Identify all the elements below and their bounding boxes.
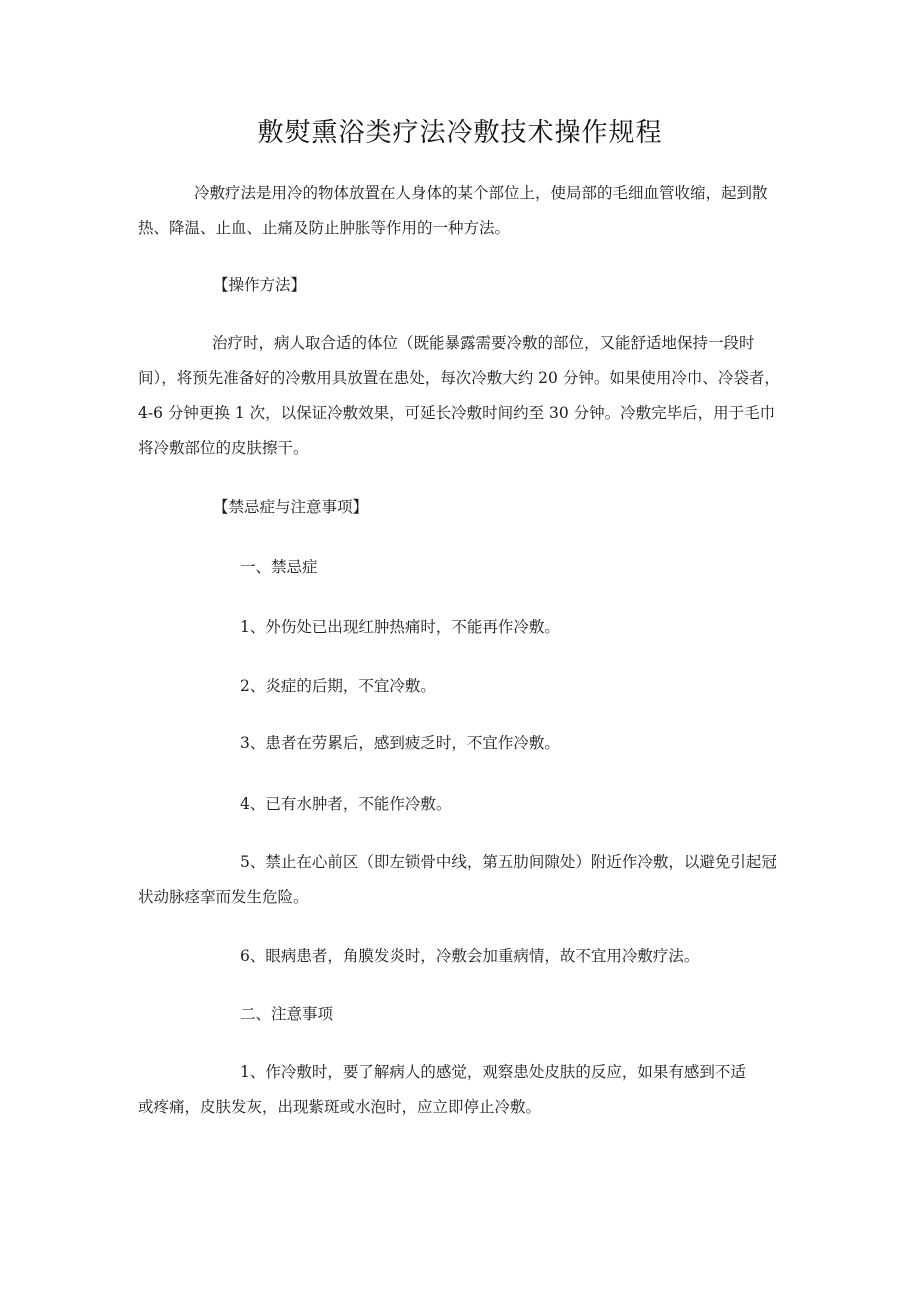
section-title-contraindications: 一、禁忌症 <box>240 558 318 576</box>
intro-paragraph: 冷敷疗法是用冷的物体放置在人身体的某个部位上，使局部的毛细血管收缩，起到散热、降温、止血、止痛及防止肿胀等作用的一种方法。 <box>138 184 768 237</box>
contraindication-item: 1、外伤处已出现红肿热痛时，不能再作冷敷。 <box>240 618 560 636</box>
section-title-precautions: 二、注意事项 <box>240 1005 334 1023</box>
method-paragraph: 治疗时，病人取合适的体位（既能暴露需要冷敷的部位，又能舒适地保持一段时间），将预先准备好的冷敷用具放置在患处，每次冷敷大约 20 分钟。如果使用冷巾、冷袋者，4-6 分钟更换 1 次，以保证冷敷效果，可延长冷敷时间约至 30 分钟。冷敷完毕后，用于毛巾将冷敷部位的皮肤擦干。 <box>138 334 780 457</box>
document-title: 敷熨熏浴类疗法冷敷技术操作规程 <box>257 118 663 148</box>
contraindication-item: 4、已有水肿者，不能作冷敷。 <box>240 795 452 813</box>
contraindication-item: 6、眼病患者，角膜发炎时，冷敷会加重病情，故不宜用冷敷疗法。 <box>240 947 700 965</box>
method-heading: 【操作方法】 <box>213 276 307 294</box>
contraindication-item: 3、患者在劳累后，感到疲乏时，不宜作冷敷。 <box>240 734 560 752</box>
contraindication-heading: 【禁忌症与注意事项】 <box>213 498 369 516</box>
precaution-item: 1、作冷敷时，要了解病人的感觉，观察患处皮肤的反应，如果有感到不适或疼痛，皮肤发灰，出现紫斑或水泡时，应立即停止冷敷。 <box>138 1063 746 1116</box>
contraindication-item: 2、炎症的后期，不宜冷敷。 <box>240 677 436 695</box>
contraindication-item: 5、禁止在心前区（即左锁骨中线，第五肋间隙处）附近作冷敷，以避免引起冠状动脉痉挛而发生危险。 <box>138 853 777 906</box>
